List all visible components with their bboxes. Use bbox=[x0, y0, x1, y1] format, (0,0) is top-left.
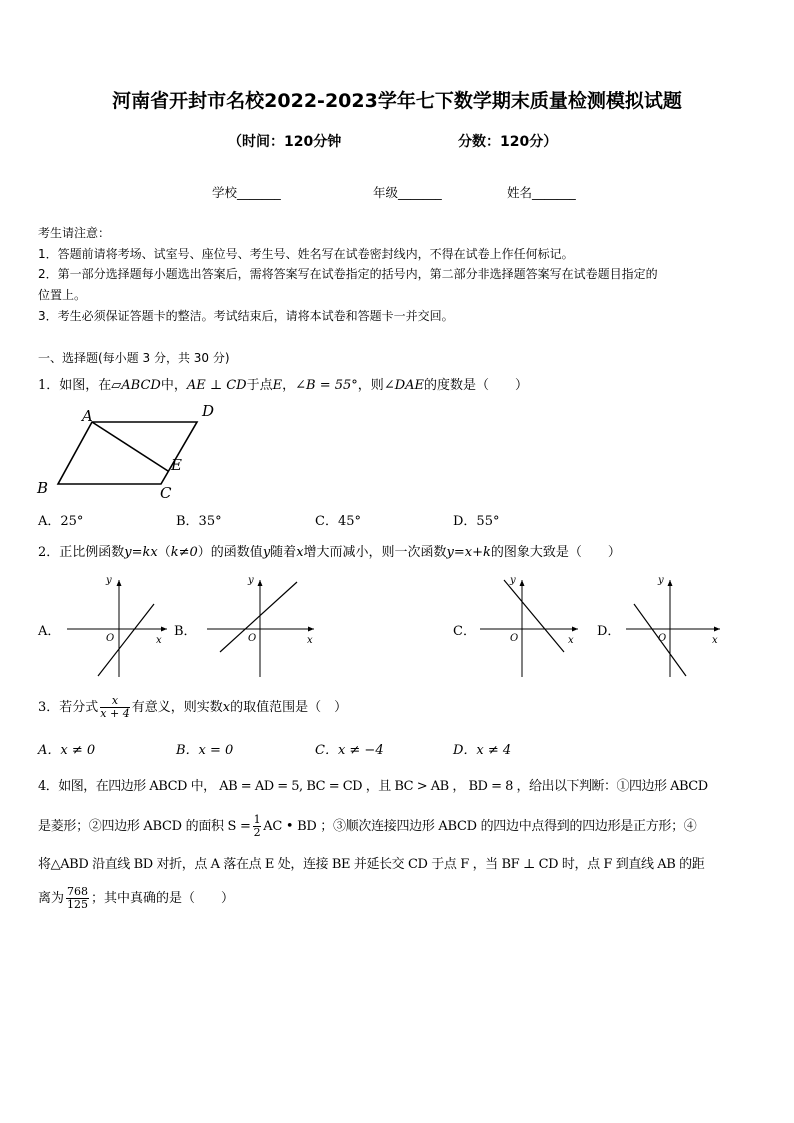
svg-text:y: y bbox=[510, 575, 516, 586]
q2-option-d: D． bbox=[597, 624, 621, 639]
label-A: A bbox=[82, 407, 93, 425]
notice-heading: 考生请注意： bbox=[38, 226, 111, 240]
svg-text:O: O bbox=[106, 633, 115, 644]
parallelogram-figure bbox=[30, 400, 230, 505]
q3-option-d: D．x ≠ 4 bbox=[453, 743, 512, 758]
question-4-line-3: 将△ABD 沿直线 BD 对折，点 A 落在点 E 处，连接 BE 并延长交 CD 于点 F ，当 BF ⊥ CD 时，点 F 到直线 AB 的距 bbox=[38, 857, 705, 872]
q4-distance-fraction: $\frac{768}{125}$ bbox=[67, 885, 89, 911]
q2-graph-c bbox=[478, 572, 588, 682]
q2-option-c: C． bbox=[453, 624, 476, 639]
q1-option-a: A．25° bbox=[38, 514, 84, 529]
q2-graph-d bbox=[624, 572, 734, 682]
svg-text:y: y bbox=[106, 575, 112, 586]
q3-fraction: $\frac{x}{x + 4}$ bbox=[100, 694, 130, 720]
page-title: 河南省开封市名校2022-2023学年七下数学期末质量检测模拟试题 bbox=[112, 90, 682, 112]
name-field: 姓名_______ bbox=[507, 185, 576, 200]
svg-text:y: y bbox=[658, 575, 664, 586]
question-2: 2．正比例函数y=kx（k≠0）的函数值y随着x增大而减小，则一次函数y=x+k的图象大致是（ ） bbox=[38, 545, 621, 560]
svg-text:O: O bbox=[658, 633, 667, 644]
q3-option-c: C．x ≠ −4 bbox=[315, 743, 384, 758]
notice-line-2: 2．第一部分选择题每小题选出答案后，需将答案写在试卷指定的括号内，第二部分非选择题答案写在试卷题目指定的 bbox=[38, 267, 658, 281]
q2-option-b: B． bbox=[174, 624, 197, 639]
exam-time: （时间：120分钟 bbox=[228, 134, 342, 150]
svg-text:y: y bbox=[248, 575, 254, 586]
label-D: D bbox=[202, 402, 215, 420]
school-field: 学校_______ bbox=[212, 185, 281, 200]
label-E: E bbox=[171, 456, 182, 474]
q1-option-d: D．55° bbox=[453, 514, 500, 529]
section-heading: 一、选择题(每小题 3 分，共 30 分) bbox=[38, 351, 230, 365]
question-1: 1．如图，在▱ABCD中，AE ⊥ CD于点E，∠B = 55°，则∠DAE的度数是（ ） bbox=[38, 378, 529, 393]
question-3: 3．若分式 $\frac{x}{x + 4}$ 有意义，则实数x的取值范围是（ ） bbox=[38, 694, 348, 720]
q1-option-b: B．35° bbox=[176, 514, 222, 529]
svg-text:x: x bbox=[568, 635, 574, 646]
parallelogram-symbol: ▱ bbox=[111, 378, 122, 393]
question-4-line-2: 是菱形；②四边形 ABCD 的面积 S = $\frac{1}{2}$ AC • BD ；③顺次连接四边形 ABCD 的四边中点得到的四边形是正方形；④ bbox=[38, 813, 697, 839]
q1-option-c: C．45° bbox=[315, 514, 361, 529]
q2-graph-b bbox=[202, 572, 322, 682]
svg-text:O: O bbox=[248, 633, 257, 644]
notice-line-3: 3．考生必须保证答题卡的整洁。考试结束后，请将本试卷和答题卡一并交回。 bbox=[38, 309, 454, 323]
q4-half-fraction: $\frac{1}{2}$ bbox=[253, 813, 261, 839]
notice-line-2b: 位置上。 bbox=[38, 288, 87, 302]
q3-option-a: A．x ≠ 0 bbox=[38, 743, 96, 758]
q2-option-a: A． bbox=[38, 624, 61, 639]
svg-text:O: O bbox=[510, 633, 519, 644]
q2-graph-a bbox=[62, 572, 172, 682]
svg-text:x: x bbox=[307, 635, 313, 646]
q3-option-b: B．x = 0 bbox=[176, 743, 234, 758]
label-B: B bbox=[37, 479, 49, 497]
svg-text:x: x bbox=[156, 635, 162, 646]
label-C: C bbox=[160, 484, 172, 502]
notice-line-1: 1．答题前请将考场、试室号、座位号、考生号、姓名写在试卷密封线内，不得在试卷上作任何标记。 bbox=[38, 247, 574, 261]
question-4-line-4: 离为 $\frac{768}{125}$ ；其中真确的是（ ） bbox=[38, 885, 235, 911]
svg-text:x: x bbox=[712, 635, 718, 646]
grade-field: 年级_______ bbox=[373, 185, 442, 200]
exam-score: 分数：120分） bbox=[458, 134, 558, 150]
question-4-line-1: 4．如图，在四边形 ABCD 中， AB = AD = 5, BC = CD ，且 BC > AB ， BD = 8 ，给出以下判断：①四边形 ABCD bbox=[38, 779, 708, 794]
